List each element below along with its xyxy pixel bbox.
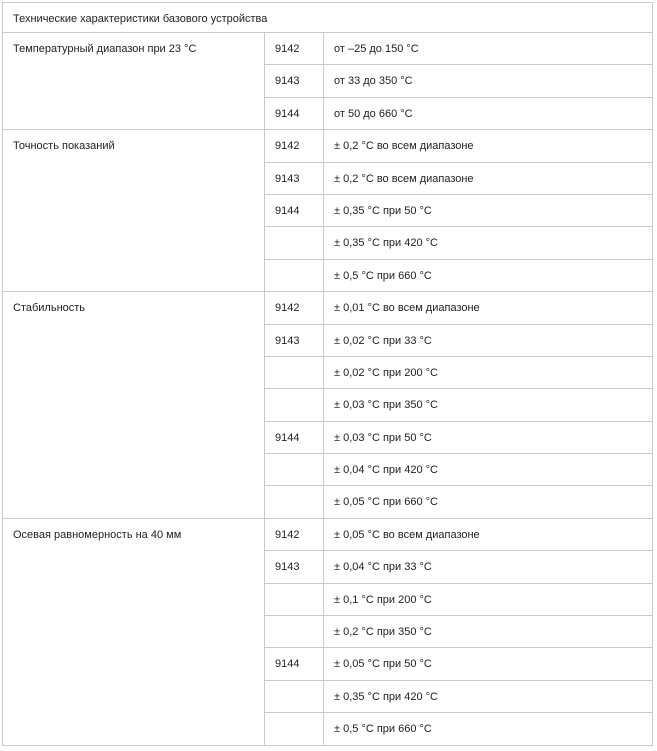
model-cell: 9144 bbox=[265, 648, 324, 680]
value-cell: ± 0,05 °C при 660 °C bbox=[324, 486, 653, 518]
value-cell: ± 0,02 °C при 33 °C bbox=[324, 324, 653, 356]
model-cell bbox=[265, 356, 324, 388]
value-cell: ± 0,2 °C при 350 °C bbox=[324, 616, 653, 648]
value-cell: от –25 до 150 °C bbox=[324, 33, 653, 65]
table-row bbox=[3, 518, 653, 550]
specs-table-body bbox=[3, 3, 653, 746]
value-cell: ± 0,03 °C при 50 °C bbox=[324, 421, 653, 453]
value-cell: ± 0,04 °C при 33 °C bbox=[324, 551, 653, 583]
model-cell bbox=[265, 454, 324, 486]
model-cell: 9142 bbox=[265, 292, 324, 324]
value-cell: ± 0,03 °C при 350 °C bbox=[324, 389, 653, 421]
table-row bbox=[3, 292, 653, 324]
value-cell: ± 0,2 °C во всем диапазоне bbox=[324, 130, 653, 162]
model-cell: 9143 bbox=[265, 324, 324, 356]
specs-table bbox=[2, 2, 653, 746]
value-cell: ± 0,04 °C при 420 °C bbox=[324, 454, 653, 486]
model-cell bbox=[265, 713, 324, 745]
model-cell bbox=[265, 680, 324, 712]
model-cell: 9144 bbox=[265, 194, 324, 226]
model-cell: 9143 bbox=[265, 551, 324, 583]
model-cell bbox=[265, 616, 324, 648]
parameter-cell: Осевая равномерность на 40 мм bbox=[3, 518, 265, 745]
parameter-cell: Стабильность bbox=[3, 292, 265, 519]
value-cell: ± 0,05 °C во всем диапазоне bbox=[324, 518, 653, 550]
parameter-cell: Точность показаний bbox=[3, 130, 265, 292]
value-cell: ± 0,35 °C при 420 °C bbox=[324, 227, 653, 259]
value-cell: ± 0,5 °C при 660 °C bbox=[324, 713, 653, 745]
model-cell: 9143 bbox=[265, 162, 324, 194]
model-cell: 9142 bbox=[265, 518, 324, 550]
model-cell bbox=[265, 486, 324, 518]
value-cell: ± 0,35 °C при 420 °C bbox=[324, 680, 653, 712]
model-cell: 9142 bbox=[265, 33, 324, 65]
parameter-cell: Температурный диапазон при 23 °C bbox=[3, 33, 265, 130]
model-cell bbox=[265, 259, 324, 291]
model-cell: 9142 bbox=[265, 130, 324, 162]
table-row bbox=[3, 33, 653, 65]
model-cell: 9144 bbox=[265, 97, 324, 129]
value-cell: ± 0,2 °C во всем диапазоне bbox=[324, 162, 653, 194]
model-cell: 9143 bbox=[265, 65, 324, 97]
model-cell bbox=[265, 583, 324, 615]
value-cell: от 33 до 350 °C bbox=[324, 65, 653, 97]
table-title: Технические характеристики базового устройства bbox=[3, 3, 653, 33]
value-cell: ± 0,1 °C при 200 °C bbox=[324, 583, 653, 615]
value-cell: ± 0,5 °C при 660 °C bbox=[324, 259, 653, 291]
value-cell: ± 0,01 °C во всем диапазоне bbox=[324, 292, 653, 324]
value-cell: ± 0,05 °C при 50 °C bbox=[324, 648, 653, 680]
model-cell bbox=[265, 227, 324, 259]
value-cell: ± 0,35 °C при 50 °C bbox=[324, 194, 653, 226]
table-row bbox=[3, 130, 653, 162]
table-header-row bbox=[3, 3, 653, 33]
value-cell: ± 0,02 °C при 200 °C bbox=[324, 356, 653, 388]
model-cell bbox=[265, 389, 324, 421]
model-cell: 9144 bbox=[265, 421, 324, 453]
value-cell: от 50 до 660 °C bbox=[324, 97, 653, 129]
